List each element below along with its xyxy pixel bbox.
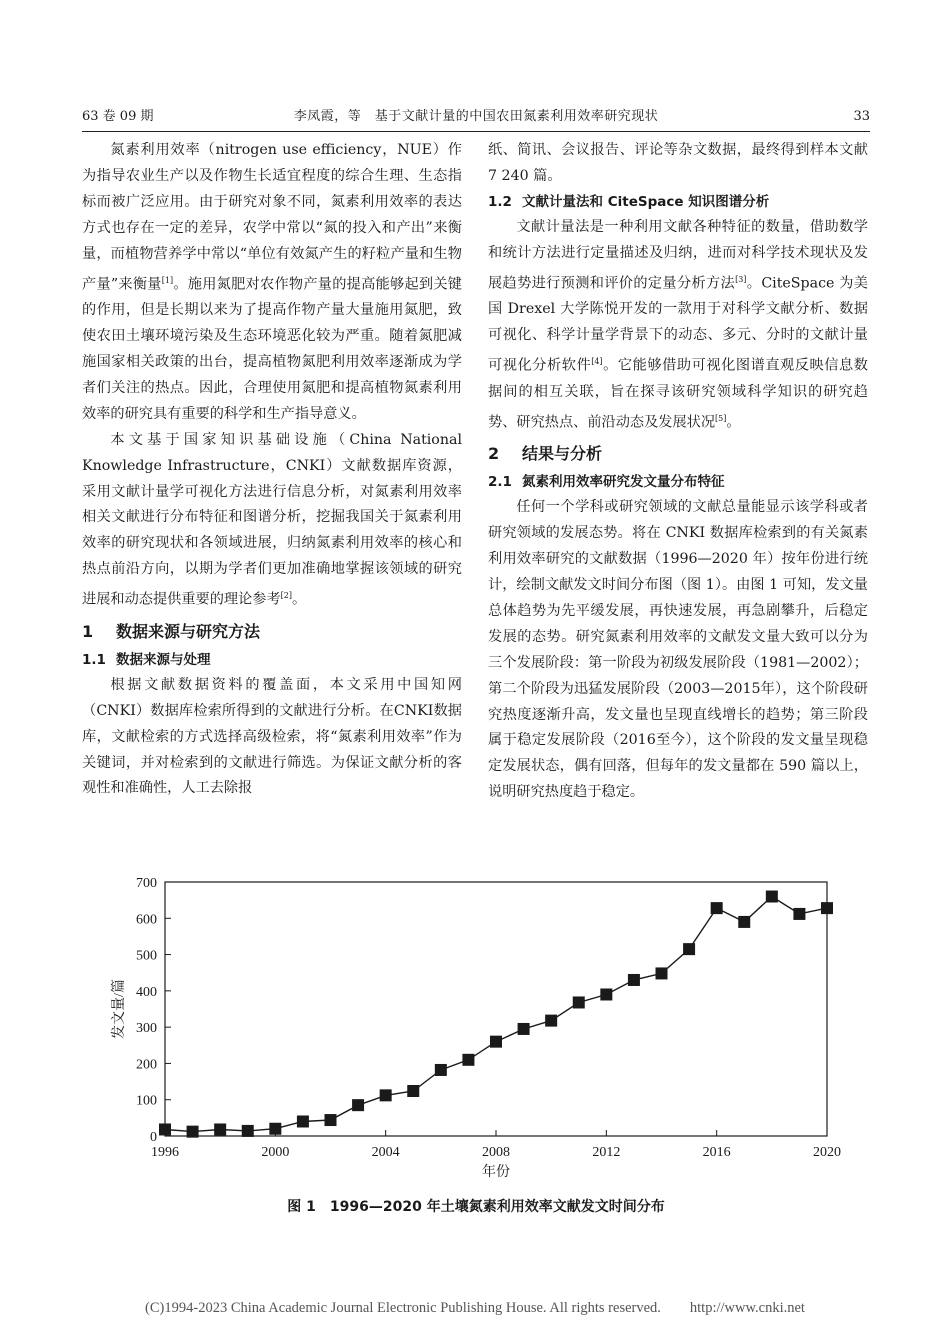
series-line [165,897,827,1132]
citation-5[interactable]: [5] [715,413,727,423]
data-point-2013 [628,974,640,986]
data-point-1997 [187,1126,199,1138]
data-point-2001 [297,1115,309,1127]
data-point-2019 [793,908,805,920]
paragraph-intro-2: 本文基于国家知识基础设施（China National Knowledge Infrastructure，CNKI）文献数据库资源，采用文献计量学可视化方法进行信息分析，对氮素利用效率相关文献进行分布特征和图谱分析，挖掘我国关于氮素利用效率的研究现状和各领域进展，归纳氮素利用效率的核心和热点前沿方向，以期为学者们更加准确地掌握该领域的研究进展和动态提供重要的理论参考[2]。 [82,431,462,608]
volume-issue: 63 卷 09 期 [82,109,154,124]
data-point-2012 [600,988,612,1000]
data-point-2006 [435,1064,447,1076]
paragraph-results: 任何一个学科或研究领域的文献总量能显示该学科或者研究领域的发展态势。将在 CNKI 数据库检索到的有关氮素利用效率研究的文献数据（1996—2020 年）按年份进行统计，绘制文献发文时间分布图（图 1）。由图 1 可知，发文量总体趋势为先平缓发展，再快速发展，再急剧攀升，后稳定发展的态势。研究氮素利用效率的文献发文量大致可以分为三个发展阶段：第一阶段为初级发展阶段（1981—2002）；第二个阶段为迅猛发展阶段（2003—2015年），这个阶段研究热度逐渐升高，发文量也呈现直线增长的趋势；第三阶段属于稳定发展阶段（2016至今），这个阶段的发文量呈现稳定发展状态，偶有回落，但每年的发文量都在 590 篇以上，说明研究热度趋于稳定。 [488,499,868,801]
y-axis-label: 发文量/篇 [112,979,127,1039]
figure-1-chart [95,868,865,1188]
running-head [82,107,870,127]
data-point-2015 [683,943,695,955]
x-tick-label: 1996 [151,1145,179,1160]
paragraph-methods: 文献计量法是一种利用文献各种特征的数量，借助数学和统计方法进行定量描述及归纳，进而对科学技术现状及发展趋势进行预测和评价的定量分析方法[3]。CiteSpace 为美国 Drexel 大学陈悦开发的一款用于对科学文献分析、数据可视化、科学计量学背景下的动态、多元、分时的文献计量可视化分析软件[4]。它能够借助可视化图谱直观反映信息数据间的相互关联，旨在探寻该研究领域科学知识的研究趋势、研究热点、前沿动态及发展状况[5]。 [488,218,868,431]
header-rule [82,131,870,132]
paragraph-intro-1: 氮素利用效率（nitrogen use efficiency，NUE）作为指导农业生产以及作物生长适宜程度的综合生理、生态指标而被广泛应用。由于研究对象不同，氮素利用效率的表达方式也存在一定的差异，农学中常以“氮的投入和产出”来衡量，而植物营养学中常以“单位有效氮产生的籽粒产量和生物产量”来衡量[1]。施用氮肥对农作物产量的提高能够起到关键的作用，但是长期以来为了提高作物产量大量施用氮肥，致使农田土壤环境污染及生态环境恶化较为严重。随着氮肥减施国家相关政策的出台，提高植物氮肥利用效率逐渐成为学者们关注的热点。因此，合理使用氮肥和提高植物氮素利用效率的研究具有重要的科学和生产指导意义。 [82,142,462,422]
y-tick-label: 300 [136,1021,157,1037]
section-heading-1: 1 数据来源与研究方法 [82,621,261,641]
data-point-2018 [766,891,778,903]
y-tick-label: 200 [136,1057,157,1073]
y-tick-label: 400 [136,984,157,1000]
data-point-1998 [214,1123,226,1135]
x-tick-label: 2012 [592,1145,621,1160]
figure-caption: 图 1 1996—2020 年土壤氮素利用效率文献发文时间分布 [287,1199,665,1215]
copyright-footer: (C)1994-2023 China Academic Journal Electronic Publishing House. All rights reserved. http://www.cnki.net [145,1300,805,1316]
x-tick-label: 2000 [261,1145,290,1160]
data-point-2008 [490,1036,502,1048]
page-number: 33 [853,109,870,124]
x-tick-label: 2020 [813,1145,841,1160]
citation-2[interactable]: [2] [280,591,292,601]
x-tick-label: 2004 [371,1145,400,1160]
running-title: 李凤霞，等 基于文献计量的中国农田氮素利用效率研究现状 [293,109,659,124]
data-point-2020 [821,902,833,914]
x-tick-label: 2016 [702,1145,731,1160]
x-axis-label: 年份 [482,1165,510,1180]
left-column [82,138,462,802]
chart-svg [95,868,865,1188]
citation-1[interactable]: [1] [161,275,174,285]
y-tick-label: 100 [136,1093,157,1109]
data-point-2014 [656,967,668,979]
x-tick-label: 2008 [482,1145,510,1160]
y-tick-label: 700 [136,876,157,891]
data-point-2000 [269,1123,281,1135]
data-point-2016 [711,902,723,914]
data-point-2009 [518,1023,530,1035]
section-heading-2: 2 结果与分析 [488,444,603,464]
data-point-2005 [407,1085,419,1097]
subsection-heading-2-1: 2.1 氮素利用效率研究发文量分布特征 [488,474,725,491]
plot-frame [165,882,827,1136]
data-point-2017 [738,916,750,928]
data-point-2004 [380,1089,392,1101]
data-point-2003 [352,1099,364,1111]
subsection-heading-1-2: 1.2 文献计量法和 CiteSpace 知识图谱分析 [488,193,770,210]
y-tick-label: 500 [136,948,157,964]
paragraph-data-source: 根据文献数据资料的覆盖面，本文采用中国知网（CNKI）数据库检索所得到的文献进行分析。在CNKI数据库，文献检索的方式选择高级检索，将“氮素利用效率”作为关键词，并对检索到的文献进行筛选。为保证文献分析的客观性和准确性，人工去除报 [82,676,462,797]
y-tick-label: 600 [136,912,157,928]
subsection-heading-1-1: 1.1 数据来源与处理 [82,651,211,668]
data-point-2011 [573,996,585,1008]
citation-4[interactable]: [4] [591,357,603,367]
paragraph-data-source-cont: 纸、简讯、会议报告、评论等杂文数据，最终得到样本文献 7 240 篇。 [488,142,868,184]
data-point-2007 [462,1054,474,1066]
right-column [488,138,868,806]
data-point-1996 [159,1123,171,1135]
data-point-2002 [325,1114,337,1126]
citation-3[interactable]: [3] [735,274,747,284]
y-tick-label: 0 [150,1130,157,1145]
data-point-2010 [545,1015,557,1027]
data-point-1999 [242,1125,254,1137]
